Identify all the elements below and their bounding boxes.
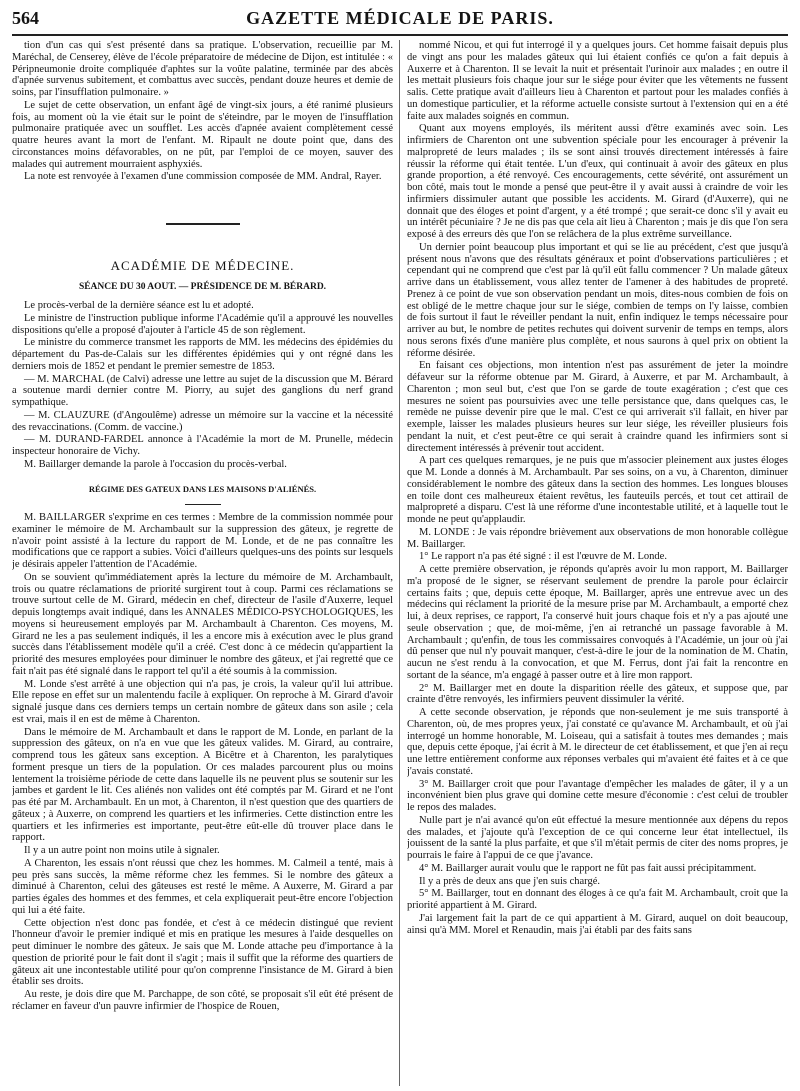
- proceedings-paragraph: — M. CLAUZURE (d'Angoulême) adresse un mémoire sur la vaccine et la nécessité des revaccinations. (Comm. de vaccine.): [12, 409, 393, 433]
- proceedings-paragraph: Le ministre de l'instruction publique informe l'Académie qu'il a approuvé les nouvelles dispositions qu'elle a proposé d'ajouter à l'article 45 de son règlement.: [12, 312, 393, 336]
- article-paragraph: tion d'un cas qui s'est présenté dans sa pratique. L'observation, recueillie par M. Maréchal, de Censerey, élève de l'école préparatoire de médecine de Dijon, est intitulée : « Péripneumonie droite compliquée d'aphtes sur la voûte palatine, terminée par des abcès d'apnée survenus subitement, et combattus avec succès, pendant douze heures et demie de soins, par l'insufflation pulmonaire. »: [12, 40, 393, 98]
- speech-paragraph: Un dernier point beaucoup plus important et qui se lie au précédent, c'est que jusqu'à présent nous n'avons que des résultats généraux et point d'observations particulières ; et cependant qui ne comprend que c'est par là qu'il eût fallu commencer ? Un malade gâteux arrive dans un établissement, vous allez tenter de l'amener à des habitudes de propreté. Prenez à ce point de vue son observation pendant un mois, dites-nous combien de fois on est obligé de le mettre chaque jour sur le siége, combien de temps on l'y laisse, combien de fois surtout il faut le réveiller pendant la nuit, enfin indiquez le temps nécessaire pour arriver au but, le nombre de petites rechutes qui doivent survenir de temps en temps, alors nous serons fixés d'une manière plus complète, et nous saurons à quel prix on obtient la réforme désirée.: [407, 241, 788, 359]
- speech-paragraph: nommé Nicou, et qui fut interrogé il y a quelques jours. Cet homme faisait depuis plus de vingt ans pour les malades gâteux qui lui étaient confiés ce qu'on a fait depuis à Auxerre et à Charenton. Il se levait la nuit et présentait l'urinoir aux malades ; en outre il les mettait plusieurs fois chaque jour sur le siége pour éviter que les vêtements ne fussent salis. Cette pratique avait d'ailleurs lieu à Charenton et partout pour les malades confiés à un domestique particulier, et la réforme actuelle consiste surtout à l'extension qui en a été faite aux malades soignés en commun.: [407, 40, 788, 122]
- speech-paragraph: A part ces quelques remarques, je ne puis que m'associer pleinement aux justes éloges que M. Londe a donnés à M. Archambault. Par ses soins, on a vu, à Charenton, diminuer considérablement le nombre des gâteux dans la section des hommes. Les longues blouses en toile dont ces malheureux étaient revêtus, les fauteuils percés, et tout cet attirail de malpropreté a disparu. C'est là une réforme d'une incontestable utilité, et à laquelle tout le monde ne peut qu'applaudir.: [407, 455, 788, 525]
- speech-paragraph: 3° M. Baillarger croit que pour l'avantage d'empêcher les malades de gâter, il y a un inconvénient bien plus grave qui domine cette mesure d'économie : c'est celui de troubler le repos des malades.: [407, 778, 788, 813]
- speech-paragraph: 5° M. Baillarger, tout en donnant des éloges à ce qu'a fait M. Archambault, croit que la priorité appartient à M. Girard.: [407, 888, 788, 911]
- speech-paragraph: 1° Le rapport n'a pas été signé : il est l'œuvre de M. Londe.: [419, 551, 667, 563]
- journal-title: GAZETTE MÉDICALE DE PARIS.: [246, 8, 554, 28]
- speech-paragraph: Il y a un autre point non moins utile à signaler.: [24, 845, 220, 857]
- section-divider: [166, 223, 240, 225]
- proceedings-paragraph: — M. DURAND-FARDEL annonce à l'Académie la mort de M. Prunelle, médecin inspecteur honoraire de Vichy.: [12, 434, 393, 458]
- speech-paragraph: A Charenton, les essais n'ont réussi que chez les hommes. M. Calmeil a tenté, mais à peu près sans succès, la même réforme chez les femmes. Si le nombre des gâteux a diminué à Charenton, celui des gâteuses est resté le même. A Auxerre, M. Girard a par parties égales des hommes et des femmes, et cela expliquerait peut-être encore l'objection qui lui a été faite.: [12, 857, 393, 916]
- speech-paragraph: Dans le mémoire de M. Archambault et dans le rapport de M. Londe, en parlant de la suppression des gâteux, on n'a en vue que les gâteux valides. M. Girard, au contraire, comprend tous les gâteux sans exception. A Bicêtre et à Charenton, les paralytiques forment presque un tiers de la population. Or ces malades parcourent plus ou moins lentement la troisième période de cette dans laquelle ils ne peuvent plus se soutenir sur les jambes et gardent le lit. Ces aliénés non valides ont été comptés par M. Girard et ne l'ont pas été par M. Archambault. En un mot, à Charenton, il n'est question que des quartiers de gâteux ; à Auxerre, on comprend les quartiers et les infirmeries. Cette distinction entre les quartiers et les infirmeries est importante, peut-être eût-elle dû trouver place dans le rapport.: [12, 726, 393, 844]
- speech-paragraph: J'ai largement fait la part de ce qui appartient à M. Girard, auquel on doit beaucoup, ainsi qu'à MM. Morel et Renaudin, mais j'ai établi par des faits sans: [407, 912, 788, 936]
- speech-paragraph: M. LONDE : Je vais répondre brièvement aux observations de mon honorable collègue M. Baillarger.: [407, 526, 788, 550]
- subsection-title: RÉGIME DES GATEUX DANS LES MAISONS D'ALIÉNÉS.: [88, 483, 317, 494]
- speech-paragraph: On se souvient qu'immédiatement après la lecture du mémoire de M. Archambault, trois ou quatre réclamations de priorité surgirent tout à coup. Parmi ces réclamations se trouve surtout celle de M. Girard, médecin en chef, directeur de l'asile d'Auxerre, lequel depuis longtemps avait indiqué, dans les ANNALES MÉDICO-PSYCHOLOGIQUES, les moyens si heureusement employés par M. Archambault à Charenton. Ces moyens, M. Girard ne les a pas seulement indiqués, il les a encore mis à exécution avec le plus grand succès dans l'établissement modèle qu'il a créé. C'est donc à ce médecin qu'appartient la priorité des mesures employées pour diminuer le nombre des gâteux, et j'ai regretté que ce fait n'ait pas été signalé dans le rapport tel qu'il a été soumis à la commission.: [12, 571, 393, 677]
- speech-paragraph: Au reste, je dois dire que M. Parchappe, de son côté, se proposait s'il eût été présent de réclamer en faveur d'un pauvre infirmier de l'hospice de Rouen,: [12, 989, 393, 1012]
- subsection-divider: [185, 504, 221, 505]
- speech-paragraph: Il y a près de deux ans que j'en suis chargé.: [419, 875, 601, 887]
- speech-paragraph: En faisant ces objections, mon intention n'est pas assurément de jeter la moindre défaveur sur la réforme obtenue par M. Girard, à Auxerre, et par M. Archambault, à Charenton ; mon seul but, c'est que l'on se garde de toute exagération ; c'est que ces mesures ne soient pas poursuivies avec une telle persistance que, dans quelques cas, le remède ne puisse devenir pire que le mal. C'est ce qui arriverait s'il fallait, en hiver par exemple, laisser les malades plusieurs heures sur leur siége, les réveiller plusieurs fois pendant la nuit, et c'est peut-être ce qui serait à craindre quand les infirmiers sont si directement intéressés à prévenir tout accident.: [407, 360, 788, 454]
- speech-paragraph: Cette objection n'est donc pas fondée, et c'est à ce médecin distingué que revient l'honneur d'avoir le premier indiqué et mis en pratique les mesures à l'aide desquelles on peut diminuer le nombre des gâteux. Je sais que M. Londe attache peu d'importance à la question de priorité pour le fait dont il s'agit ; mais il suffit que la réforme des quartiers de gâteux ait une incontestable utilité pour qu'on comprenne l'insistance de M. Girard à bien établir ses droits.: [12, 917, 393, 988]
- session-heading: SÉANCE DU 30 AOUT. — PRÉSIDENCE DE M. BÉRARD.: [78, 281, 327, 292]
- proceedings-paragraph: Le procès-verbal de la dernière séance est lu et adopté.: [24, 300, 254, 312]
- speech-paragraph: A cette seconde observation, je réponds que non-seulement je me suis transporté à Charenton, où, de mes propres yeux, j'ai constaté ce qu'avance M. Archambault, et où j'ai interrogé un homme honorable, M. Loiseau, qui a satisfait à toutes mes demandes ; mais que, depuis cette époque, j'ai écrit à M. le directeur de cet établissement, et que j'en ai reçu une lettre entièrement conforme aux réponses verbales qui m'avaient été faites et à ce que j'avais constaté.: [407, 707, 788, 777]
- article-paragraph: La note est renvoyée à l'examen d'une commission composée de MM. Andral, Rayer.: [24, 171, 382, 183]
- header-rule: [12, 34, 788, 36]
- speech-paragraph: 4° M. Baillarger aurait voulu que le rapport ne fût pas fait aussi précipitamment.: [419, 862, 757, 874]
- speech-paragraph: 2° M. Baillarger met en doute la disparition réelle des gâteux, et suppose que, par crainte d'être renvoyés, les infirmiers peuvent dissimuler la vérité.: [407, 682, 788, 706]
- speech-paragraph: Nulle part je n'ai avancé qu'on eût effectué la mesure mentionnée aux dépens du repos des malades, et j'ajoute qu'à l'exception de ce qui concerne leur état intellectuel, ils jouissent de la santé la plus parfaite, et que s'il m'était permis de citer des noms propres, je pourrais le faire à l'appui de ce que j'avance.: [407, 814, 788, 861]
- speech-paragraph: M. BAILLARGER s'exprime en ces termes : Membre de la commission nommée pour examiner le mémoire de M. Archambault sur la suppression des gâteux, je regrette de n'avoir point assisté à la lecture du rapport de M. Londe, et de ne pas connaître les modifications que ce rapport a subies. Voici d'ailleurs quelques-uns des points sur lesquels je désirais appeler l'attention de l'Académie.: [12, 512, 393, 571]
- speech-paragraph: M. Londe s'est arrêté à une objection qui n'a pas, je crois, la valeur qu'il lui attribue. Elle repose en effet sur un malentendu facile à expliquer. On reproche à M. Girard d'avoir signalé jusque dans ces derniers temps un certain nombre de gâteux dans son asile ; cela est vrai, mais il en est de même à Charenton.: [12, 678, 393, 725]
- speech-paragraph: A cette première observation, je réponds qu'après avoir lu mon rapport, M. Baillarger m'a proposé de le signer, se réservant seulement de prendre la parole pour éclaircir certains faits ; que, depuis cette époque, M. Baillarger, après une entrevue avec un des médecins qui réclament la priorité de la mesure prise par M. Archambault, a emporté chez lui, à deux reprises, ce rapport, l'a conservé huit jours chaque fois et n'y a pas ajouté une seule observation ; que, de moi-même, j'en ai retranché un passage favorable à M. Archambault ; qu'enfin, de tous les commissaires convoqués à l'Académie, un jour où j'ai dû penser que nul n'y pouvait manquer, c'est-à-dire le jour de la nomination de M. Chatin, aucun ne s'est rendu à la convocation, et que M. Ferrus, dont j'ai fait la rencontre en sortant de la séance, m'a engagé à passer outre et à lire mon rapport.: [407, 564, 788, 681]
- column-separator: [399, 40, 400, 1086]
- speech-paragraph: Quant aux moyens employés, ils méritent aussi d'être examinés avec soin. Les infirmiers de Charenton ont une subvention spéciale pour les encourager à prévenir la malpropreté de leurs malades ; ils se sont ainsi trouvés directement intéressés à faire réussir la réforme qui était tentée. L'un d'eux, qui continuait à avoir des gâteux en plus grande proportion, a été renvoyé. Ces encouragements, cette sévérité, ont assurément un bon côté, mais tout le monde a pensé que peut-être il y avait aussi à craindre de voir les infirmiers dissimuler autant que possible les accidents. M. Girard (d'Auxerre), qui ne donnait que des éloges et point d'argent, y a été trompé ; que serait-ce donc s'il y avait eu un intérêt pécuniaire ? Je ne dis pas que cela ait lieu à Charenton ; mais je dis que l'on sera exposé à des erreurs dès que l'on se relâchera de la plus extrême surveillance.: [407, 123, 788, 240]
- proceedings-paragraph: M. Baillarger demande la parole à l'occasion du procès-verbal.: [24, 458, 287, 470]
- proceedings-paragraph: Le ministre du commerce transmet les rapports de MM. les médecins des épidémies du département du Pas-de-Calais sur les différentes épidémies qui y ont régné dans les derniers mois de 1852 et pendant le premier semestre de 1853.: [12, 337, 393, 372]
- article-paragraph: Le sujet de cette observation, un enfant âgé de vingt-six jours, a été ranimé plusieurs fois, au moment où la vie était sur le point de s'éteindre, par le moyen de l'insufflation pulmonaire pratiquée avec un soufflet. Les accès d'apnée avaient complètement cessé quatre heures avant la mort de l'enfant. M. Ripault ne doute point que, dans des circonstances moins défavorables, on ne pût, par l'emploi de ce moyen, sauver des malades qui autrement mourraient asphyxiés.: [12, 99, 393, 170]
- proceedings-paragraph: — M. MARCHAL (de Calvi) adresse une lettre au sujet de la discussion que M. Bérard a soutenue mardi dernier contre M. Piorry, au sujet des ganglions du nerf grand sympathique.: [12, 373, 393, 409]
- page-header: [12, 6, 788, 36]
- section-title: ACADÉMIE DE MÉDECINE.: [110, 258, 295, 273]
- left-column: [12, 40, 393, 1086]
- right-column: [407, 40, 788, 1086]
- page-number: 564: [12, 8, 39, 28]
